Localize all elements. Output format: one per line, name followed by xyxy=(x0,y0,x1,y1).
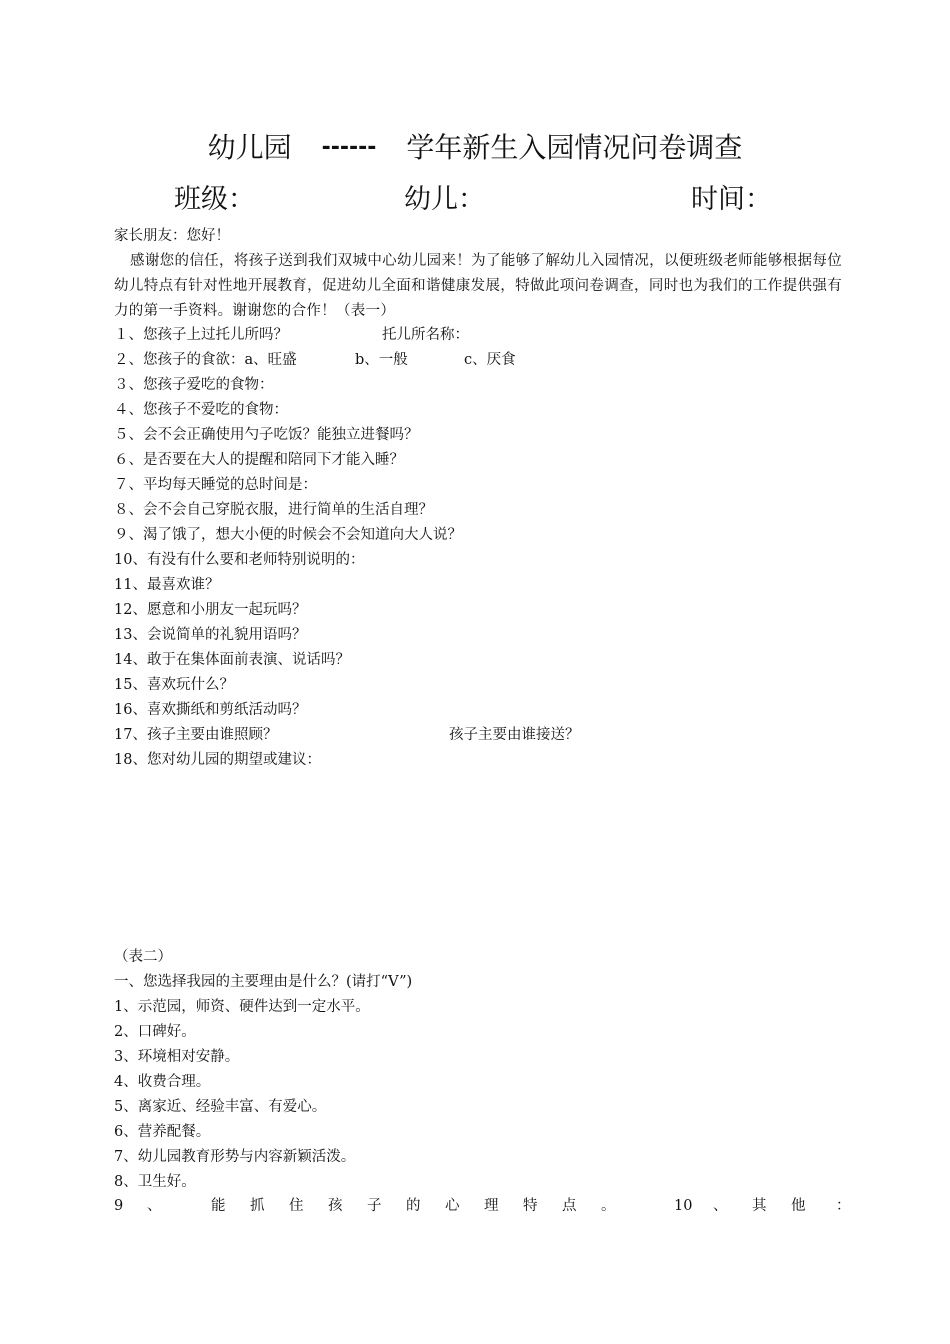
reason-item: 8、卫生好。 xyxy=(114,1174,196,1190)
question-2 xyxy=(114,348,614,373)
last-row-char: 的 xyxy=(406,1198,421,1214)
table2-heading: 一、您选择我园的主要理由是什么？(请打“V”) xyxy=(114,974,413,990)
question-10: 10、有没有什么要和老师特别说明的： xyxy=(114,552,365,568)
last-row-char: 。 xyxy=(601,1198,616,1214)
last-row-char: 9 xyxy=(114,1198,124,1214)
last-row-char: 他 xyxy=(791,1198,806,1214)
question-17-text: 17、孩子主要由谁照顾？ xyxy=(114,727,278,743)
question-6: ６、是否要在大人的提醒和陪同下才能入睡？ xyxy=(114,452,404,468)
last-row-char: 10 xyxy=(674,1198,693,1214)
question-11: 11、最喜欢谁？ xyxy=(114,577,220,593)
page-title xyxy=(0,128,950,168)
intro-paragraph: 感谢您的信任，将孩子送到我们双城中心幼儿园来！为了能够了解幼儿入园情况，以便班级老师能够根据每位幼儿特点有针对性地开展教育，促进幼儿全面和谐健康发展，特做此项问卷调查，同时也为我们的工作提供强有力的第一手资料。谢谢您的合作！（表一） xyxy=(114,253,842,319)
last-row-char: 住 xyxy=(289,1198,304,1214)
question-12: 12、愿意和小朋友一起玩吗？ xyxy=(114,602,307,618)
last-row-char: 孩 xyxy=(328,1198,343,1214)
reason-item: 1、示范园，师资、硬件达到一定水平。 xyxy=(114,999,370,1015)
last-row-char: 、 xyxy=(147,1198,162,1214)
last-row-char: 子 xyxy=(367,1198,382,1214)
title-part2: 学年新生入园情况问卷调查 xyxy=(406,131,743,164)
question-7: ７、平均每天睡觉的总时间是： xyxy=(114,477,317,493)
last-row-char: 特 xyxy=(523,1198,538,1214)
question-13: 13、会说简单的礼貌用语吗？ xyxy=(114,627,307,643)
last-row-char: 其 xyxy=(752,1198,767,1214)
last-row-char: 心 xyxy=(445,1198,460,1214)
question-2-option-c: c、厌食 xyxy=(464,352,516,368)
question-15: 15、喜欢玩什么？ xyxy=(114,677,234,693)
table2-label: （表二） xyxy=(114,949,172,965)
question-1 xyxy=(114,323,614,348)
question-4: ４、您孩子不爱吃的食物： xyxy=(114,402,288,418)
reason-item: 3、环境相对安静。 xyxy=(114,1049,240,1065)
title-year-blank: ------ xyxy=(321,135,377,160)
last-row-char: 点 xyxy=(562,1198,577,1214)
greeting: 家长朋友：您好！ xyxy=(114,228,230,244)
question-16: 16、喜欢撕纸和剪纸活动吗？ xyxy=(114,702,307,718)
question-1-text: １、您孩子上过托儿所吗？ xyxy=(114,327,288,343)
question-2-option-b: b、一般 xyxy=(355,352,408,368)
reason-item: 2、口碑好。 xyxy=(114,1024,196,1040)
question-8: ８、会不会自己穿脱衣服，进行简单的生活自理？ xyxy=(114,502,433,518)
reason-item: 7、幼儿园教育形势与内容新颖活泼。 xyxy=(114,1149,356,1165)
time-label: 时间： xyxy=(691,184,772,215)
question-14: 14、敢于在集体面前表演、说话吗？ xyxy=(114,652,350,668)
question-1-nursery-name: 托儿所名称： xyxy=(382,327,469,343)
last-row-char: 能 xyxy=(211,1198,226,1214)
question-9: ９、渴了饿了，想大小便的时候会不会知道向大人说？ xyxy=(114,527,462,543)
last-row-char: 、 xyxy=(713,1198,728,1214)
question-2-text: ２、您孩子的食欲：a、旺盛 xyxy=(114,352,297,368)
reason-item: 6、营养配餐。 xyxy=(114,1124,211,1140)
header-fields xyxy=(0,178,950,222)
question-3: ３、您孩子爱吃的食物： xyxy=(114,377,274,393)
reason-item-9-and-10 xyxy=(114,1194,850,1219)
last-row-char: 抓 xyxy=(250,1198,265,1214)
question-18: 18、您对幼儿园的期望或建议： xyxy=(114,752,321,768)
reason-item: 4、收费合理。 xyxy=(114,1074,211,1090)
last-row-char: 理 xyxy=(484,1198,499,1214)
question-5: ５、会不会正确使用勺子吃饭？能独立进餐吗？ xyxy=(114,427,419,443)
child-label: 幼儿： xyxy=(404,184,485,215)
question-17 xyxy=(114,723,634,748)
class-label: 班级： xyxy=(174,184,255,215)
last-row-char: ： xyxy=(836,1198,851,1214)
question-17-pickup: 孩子主要由谁接送？ xyxy=(449,727,580,743)
reason-item: 5、离家近、经验丰富、有爱心。 xyxy=(114,1099,327,1115)
title-part1: 幼儿园 xyxy=(207,131,292,164)
